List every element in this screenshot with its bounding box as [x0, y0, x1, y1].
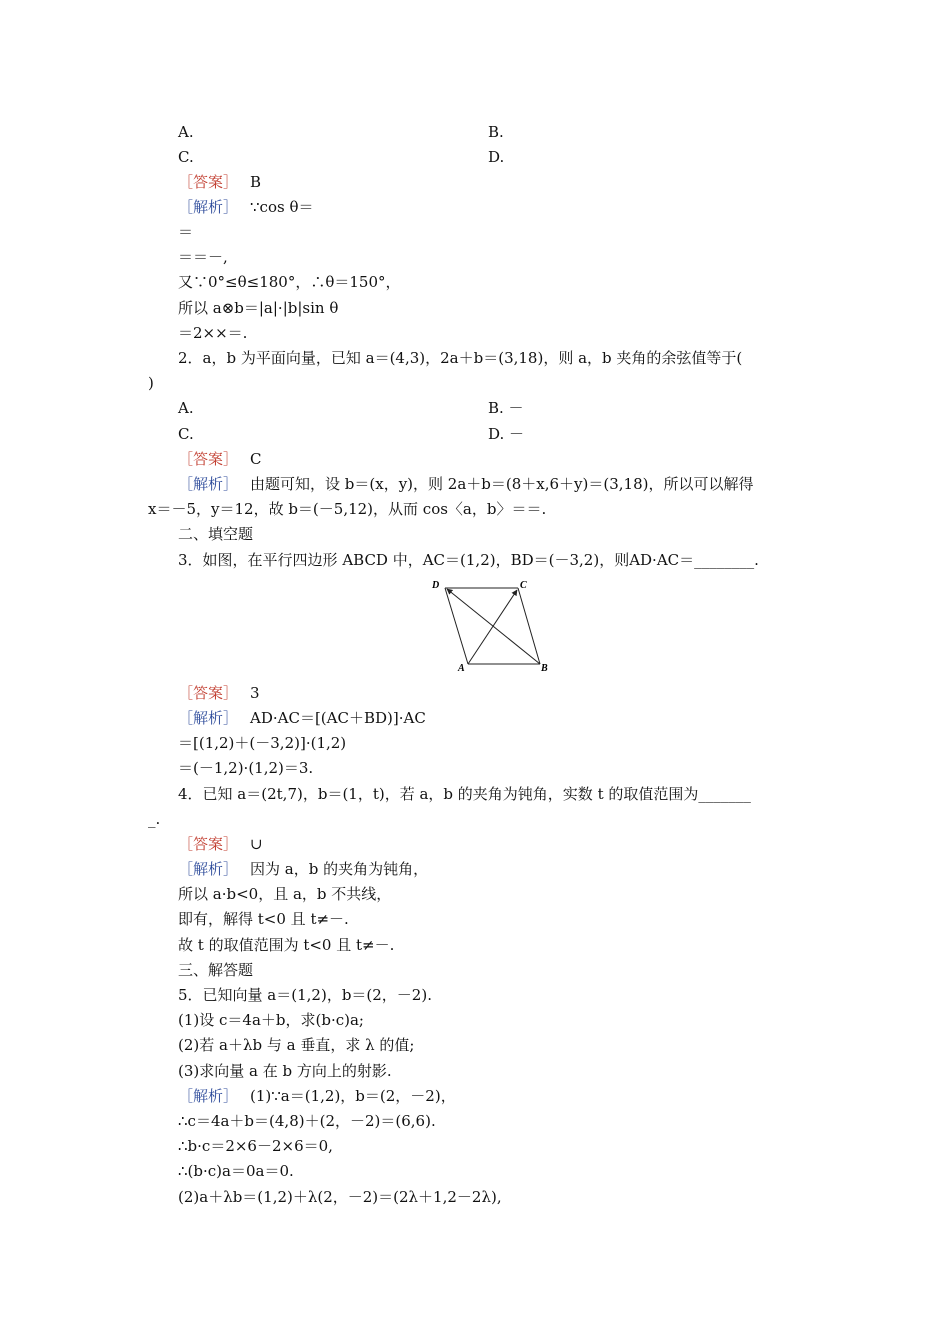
q1-answer [178, 172, 261, 192]
analysis-line: ∵cos θ＝ [250, 198, 314, 216]
parallelogram-figure [428, 576, 552, 674]
q3-analysis [178, 708, 426, 728]
analysis-tag: ［解析］ [178, 860, 239, 878]
edge-cb [518, 588, 540, 664]
q2-option-b: B. － [488, 399, 524, 417]
q3-stem: 3．如图，在平行四边形 ABCD 中，AC＝(1,2)，BD＝(－3,2)，则AD·AC＝________. [178, 551, 759, 569]
q2-option-d: D. － [488, 425, 525, 443]
analysis-tag: ［解析］ [178, 198, 239, 216]
q1-line-6: ＝2××＝. [178, 324, 248, 342]
q1-line-4: 又∵0°≤θ≤180°，∴θ＝150°， [178, 273, 401, 291]
answer-tag: ［答案］ [178, 450, 239, 468]
q1-option-c: C. [178, 148, 194, 166]
analysis-line: 由题可知，设 b＝(x，y)，则 2a＋b＝(8＋x,6＋y)＝(3,18)，所以可以解得 [250, 475, 754, 493]
answer-value: B [250, 173, 262, 191]
q3-line-2: ＝[(1,2)＋(－3,2)]·(1,2) [178, 734, 347, 752]
analysis-line: AD·AC＝[(AC＋BD)]·AC [250, 709, 426, 727]
q1-line-2: ＝ [178, 223, 194, 241]
answer-value: 3 [250, 684, 260, 702]
q2-analysis-cont: x＝－5，y＝12，故 b＝(－5,12)，从而 cos〈a，b〉＝＝. [148, 500, 547, 518]
analysis-tag: ［解析］ [178, 709, 239, 727]
label-a: A [458, 663, 465, 674]
q5-part-1: (1)设 c＝4a＋b，求(b·c)a; [178, 1011, 364, 1029]
answer-tag: ［答案］ [178, 173, 239, 191]
q1-line-5: 所以 a⊗b＝|a|·|b|sin θ [178, 299, 339, 317]
analysis-tag: ［解析］ [178, 1087, 239, 1105]
q2-answer [178, 449, 262, 469]
answer-value: C [250, 450, 262, 468]
q5-analysis [178, 1086, 456, 1106]
q3-line-3: ＝(－1,2)·(1,2)＝3. [178, 759, 314, 777]
q2-stem: 2．a，b 为平面向量，已知 a＝(4,3)，2a＋b＝(3,18)，则 a，b 夹角的余弦值等于( [178, 349, 743, 367]
q2-option-c: C. [178, 425, 194, 443]
q1-option-a: A. [178, 123, 194, 141]
label-c: C [520, 580, 527, 591]
label-d: D [432, 580, 440, 591]
section-fill-in: 二、填空题 [178, 525, 254, 543]
q2-option-a: A. [178, 399, 194, 417]
q1-option-d: D. [488, 148, 505, 166]
label-b: B [541, 663, 548, 674]
q4-line-3: 即有，解得 t<0 且 t≠－. [178, 910, 349, 928]
q4-line-2: 所以 a·b<0，且 a，b 不共线， [178, 885, 392, 903]
q2-analysis [178, 474, 753, 494]
q4-stem: 4．已知 a＝(2t,7)，b＝(1，t)，若 a，b 的夹角为钝角，实数 t 的取值范围为_______ [178, 785, 751, 803]
q1-option-b: B. [488, 123, 504, 141]
vector-ac [468, 590, 517, 664]
q5-stem: 5．已知向量 a＝(1,2)，b＝(2，－2). [178, 986, 432, 1004]
q4-line-4: 故 t 的取值范围为 t<0 且 t≠－. [178, 936, 395, 954]
vector-bd [447, 589, 540, 664]
q2-stem-cont: ) [148, 374, 154, 392]
analysis-line: 因为 a，b 的夹角为钝角， [250, 860, 429, 878]
q4-stem-cont: _. [148, 810, 161, 828]
section-solve: 三、解答题 [178, 961, 254, 979]
q5-line-4: ∴(b·c)a＝0a＝0. [178, 1162, 294, 1180]
q5-part-2: (2)若 a＋λb 与 a 垂直，求 λ 的值; [178, 1036, 415, 1054]
q5-line-3: ∴b·c＝2×6－2×6＝0, [178, 1137, 333, 1155]
q3-answer [178, 683, 260, 703]
q5-line-5: (2)a＋λb＝(1,2)＋λ(2，－2)＝(2λ＋1,2－2λ), [178, 1188, 502, 1206]
answer-tag: ［答案］ [178, 835, 239, 853]
q1-line-3: ＝＝－, [178, 248, 228, 266]
q4-analysis [178, 859, 428, 879]
edge-da [445, 588, 468, 664]
q5-line-2: ∴c＝4a＋b＝(4,8)＋(2，－2)＝(6,6). [178, 1112, 436, 1130]
answer-tag: ［答案］ [178, 684, 239, 702]
answer-value: ∪ [250, 835, 263, 853]
analysis-line: (1)∵a＝(1,2)，b＝(2，－2)， [250, 1087, 456, 1105]
analysis-tag: ［解析］ [178, 475, 239, 493]
q4-answer [178, 834, 263, 854]
q1-analysis [178, 197, 314, 217]
q5-part-3: (3)求向量 a 在 b 方向上的射影. [178, 1062, 392, 1080]
